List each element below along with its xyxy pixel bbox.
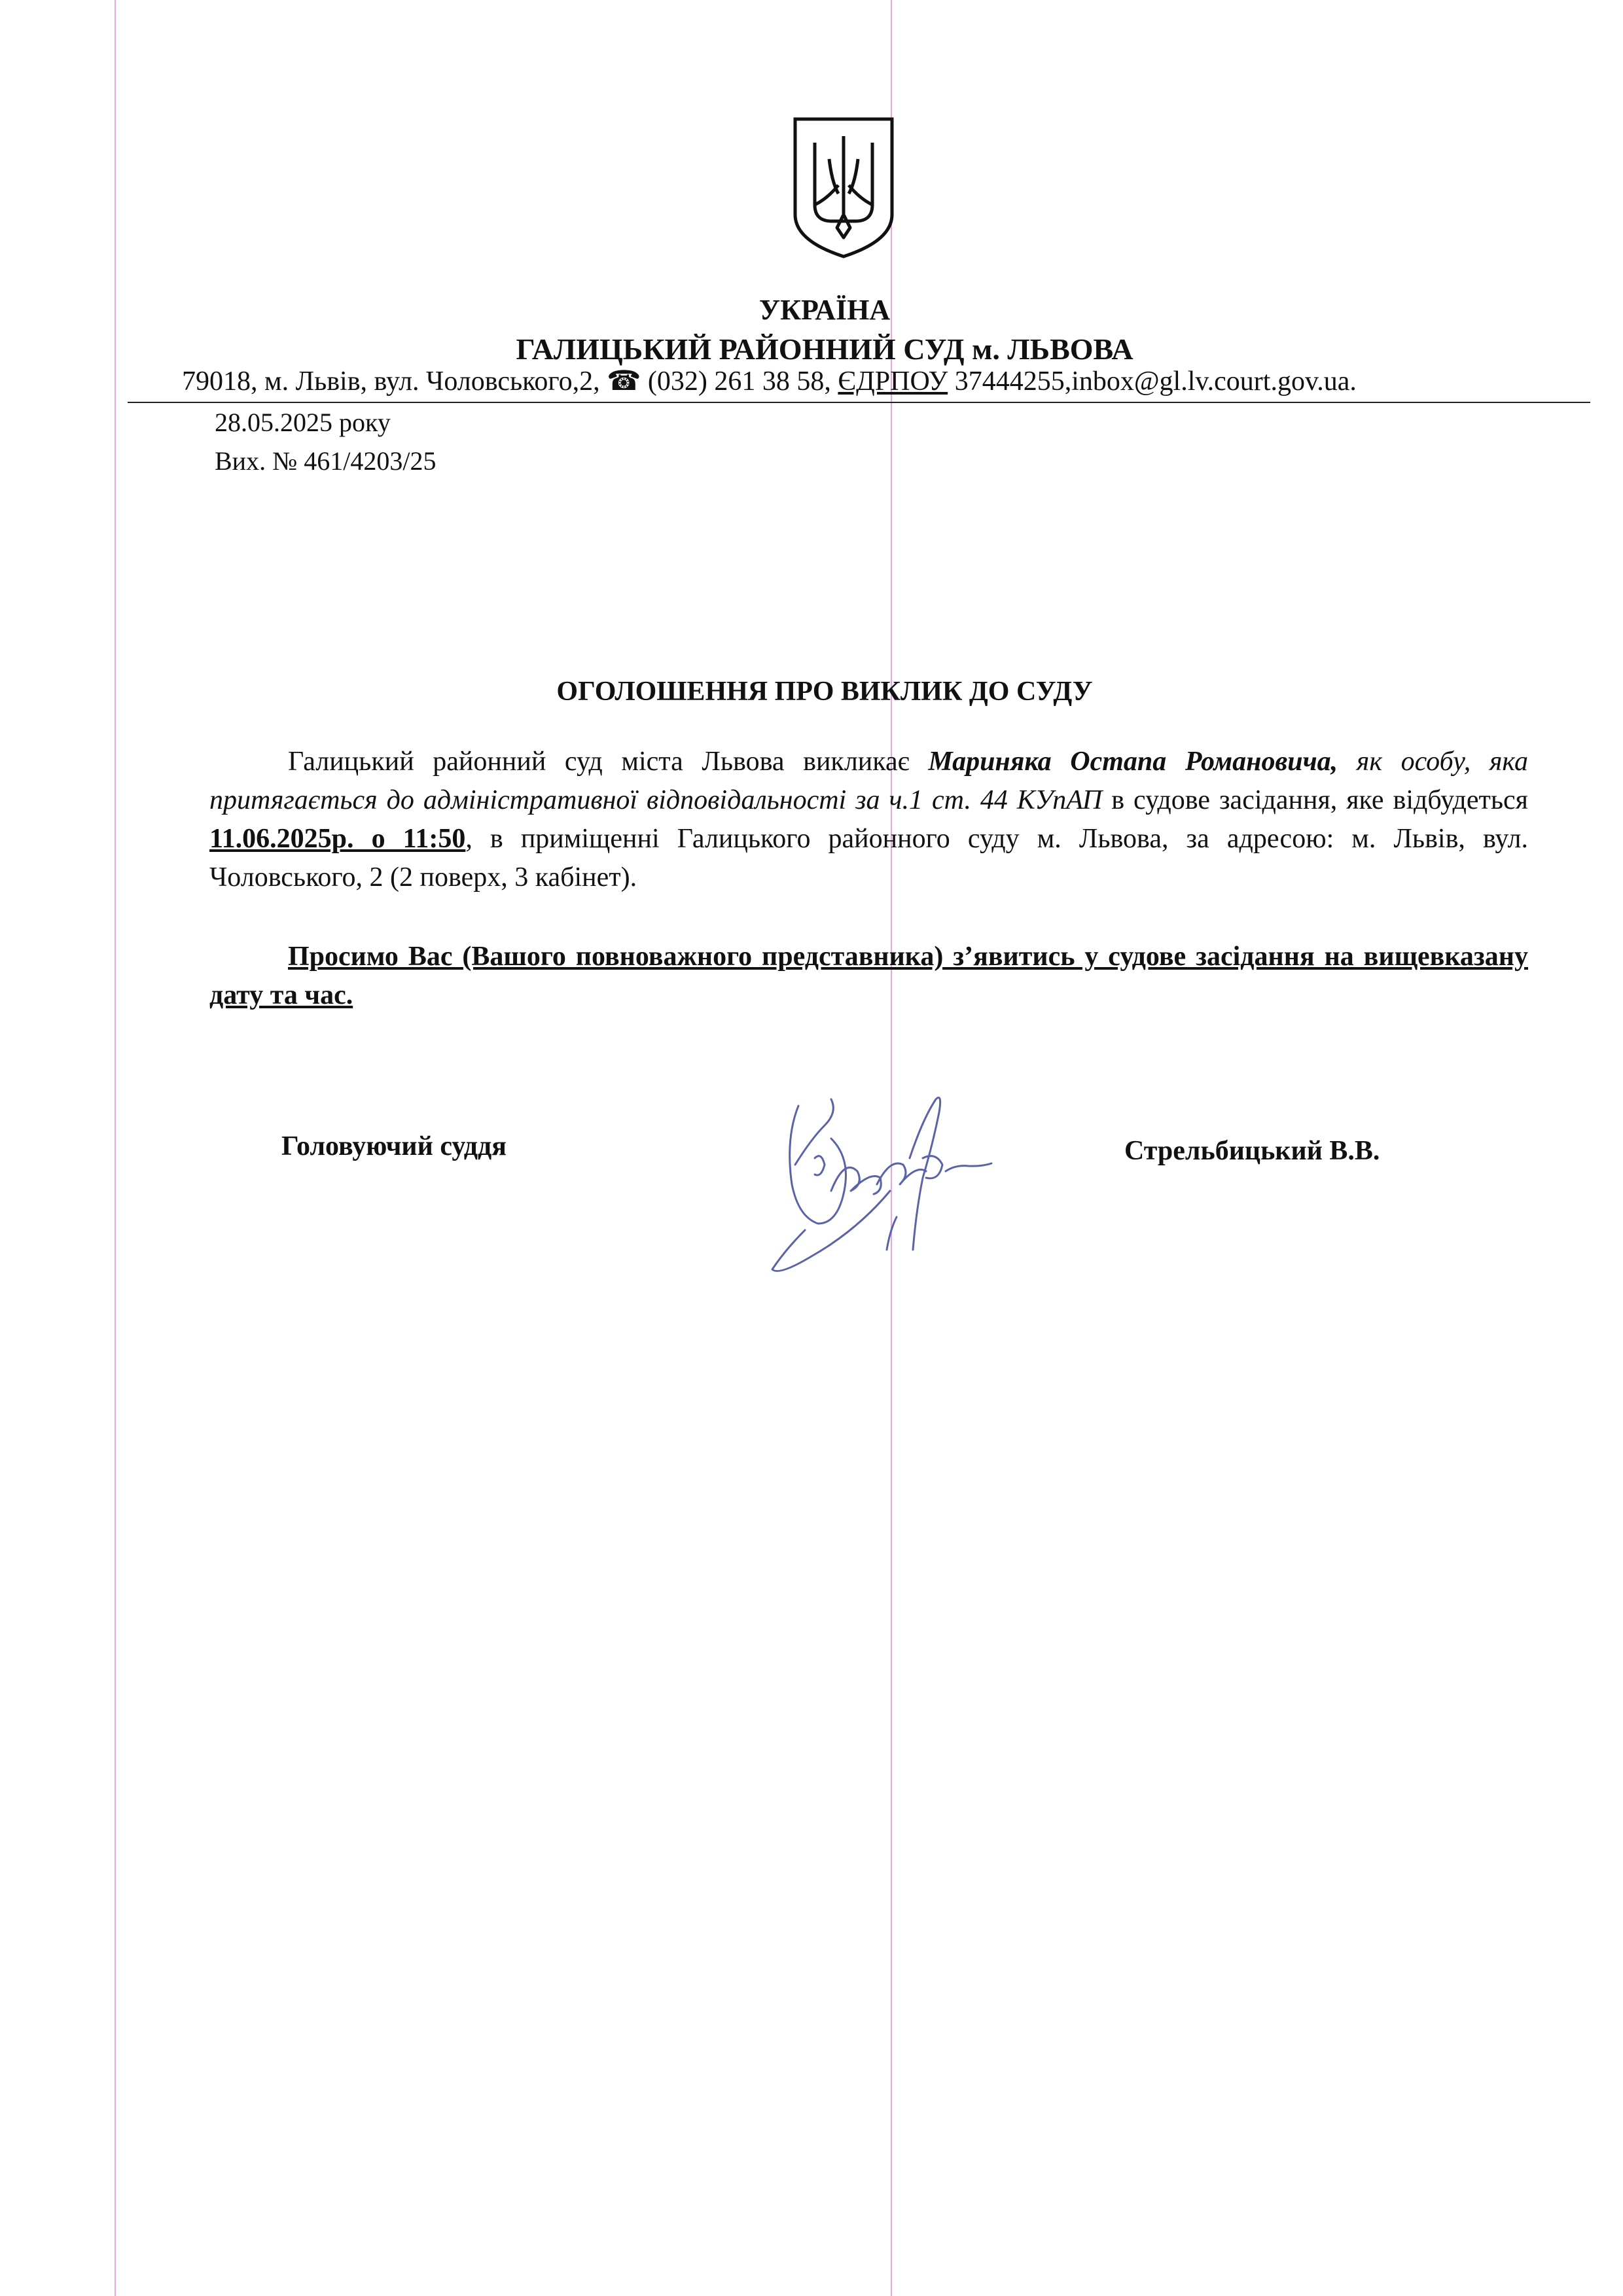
- edrpou-and-email: 37444255,inbox@gl.lv.court.gov.ua.: [954, 366, 1357, 397]
- notice-intro: Галицький районний суд міста Львова викликає: [288, 747, 929, 777]
- notice-body: [209, 743, 1528, 897]
- appearance-request: Просимо Вас (Вашого повноважного представника) з’явитись у судове засідання на вищевказану дату та час.: [209, 942, 1528, 1010]
- court-phone: (032) 261 38 58: [647, 366, 825, 397]
- judge-name: Стрельбицький В.В.: [1124, 1136, 1380, 1166]
- notice-title: ОГОЛОШЕННЯ ПРО ВИКЛИК ДО СУДУ: [556, 677, 1093, 707]
- coat-of-arms-icon: [791, 116, 896, 259]
- document-date: 28.05.2025 року: [215, 408, 391, 437]
- summoned-person-name: Мариняка Остапа Романовича,: [928, 747, 1338, 777]
- court-contacts: [182, 364, 1357, 397]
- judge-role: Головуючий суддя: [281, 1131, 507, 1161]
- edrpou-label: ЄДРПОУ: [838, 366, 948, 397]
- court-heading: ГАЛИЦЬКИЙ РАЙОННИЙ СУД м. ЛЬВОВА: [516, 332, 1133, 366]
- handwritten-signature-icon: [759, 1060, 1008, 1296]
- notice-location: , в приміщенні Галицького районного суду м. Львова, за адресою: м. Львів, вул. Чоловського, 2 (2 поверх, 3 кабінет).: [209, 824, 1528, 892]
- hearing-datetime: 11.06.2025р. о 11:50: [209, 824, 466, 854]
- phone-icon: ☎: [607, 366, 641, 397]
- separator: ,: [824, 366, 838, 397]
- outgoing-reference: Вих. № 461/4203/25: [215, 446, 437, 476]
- country-heading: УКРАЇНА: [758, 294, 891, 326]
- summoned-person-role: як особу, яка притягається до адміністративної відповідальності за ч.1 ст. 44 КУпАП: [209, 747, 1528, 815]
- court-address: 79018, м. Львів, вул. Чоловського,2,: [182, 366, 600, 397]
- header-divider: [128, 402, 1590, 403]
- notice-middle: в судове засідання, яке відбудеться: [1102, 785, 1528, 815]
